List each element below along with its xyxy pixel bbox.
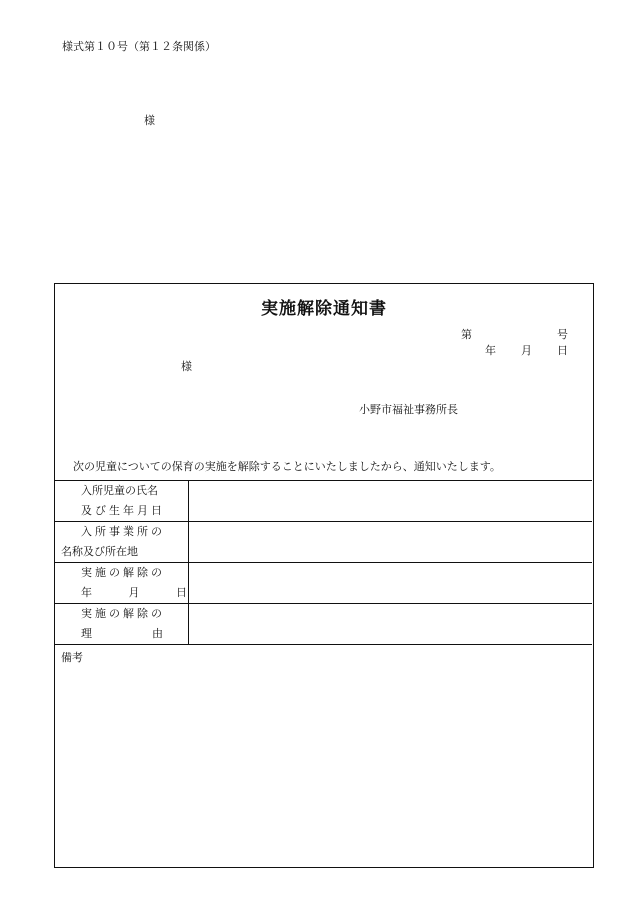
remarks-label: 備考 bbox=[61, 651, 83, 664]
table-row bbox=[55, 563, 592, 604]
row-value-facility[interactable] bbox=[189, 522, 593, 563]
row-value-release-date[interactable] bbox=[189, 563, 593, 604]
row-label-child bbox=[55, 481, 189, 522]
date-year-label: 年 bbox=[485, 344, 496, 357]
row-label-reason bbox=[55, 604, 189, 645]
table-row bbox=[55, 481, 592, 522]
row-label-release-date bbox=[55, 563, 189, 604]
notice-frame bbox=[54, 283, 594, 868]
doc-number-prefix: 第 bbox=[461, 328, 472, 341]
date-month-label: 月 bbox=[521, 344, 532, 357]
row-label-facility bbox=[55, 522, 189, 563]
table-row bbox=[55, 604, 592, 645]
remarks-area[interactable] bbox=[55, 644, 592, 867]
label-line: 名称及び所在地 bbox=[61, 545, 138, 558]
row-value-child[interactable] bbox=[189, 481, 593, 522]
detail-table bbox=[55, 480, 592, 644]
label-line: 及び生年月日 bbox=[81, 504, 165, 517]
label-line: 実施の解除の bbox=[81, 607, 165, 620]
label-line bbox=[55, 624, 163, 644]
label-line bbox=[55, 583, 187, 603]
label-line: 入所児童の氏名 bbox=[81, 484, 158, 497]
label-ri: 理 bbox=[81, 627, 92, 640]
row-value-reason[interactable] bbox=[189, 604, 593, 645]
doc-number-suffix: 号 bbox=[557, 328, 568, 341]
form-number: 様式第１０号（第１２条関係） bbox=[62, 40, 216, 53]
inner-addressee-suffix: 様 bbox=[181, 360, 192, 373]
outer-addressee-suffix: 様 bbox=[144, 114, 155, 127]
label-line: 実施の解除の bbox=[81, 566, 165, 579]
label-month: 月 bbox=[128, 586, 140, 599]
label-day: 日 bbox=[176, 586, 187, 599]
label-line: 入所事業所の bbox=[81, 525, 165, 538]
document-title: 実施解除通知書 bbox=[261, 299, 387, 319]
issuer-name: 小野市福祉事務所長 bbox=[359, 403, 458, 416]
label-year: 年 bbox=[81, 586, 92, 599]
table-row bbox=[55, 522, 592, 563]
label-yu: 由 bbox=[152, 627, 163, 640]
date-day-label: 日 bbox=[557, 344, 568, 357]
notice-body-text: 次の児童についての保育の実施を解除することにいたしましたから、通知いたします。 bbox=[73, 460, 501, 473]
